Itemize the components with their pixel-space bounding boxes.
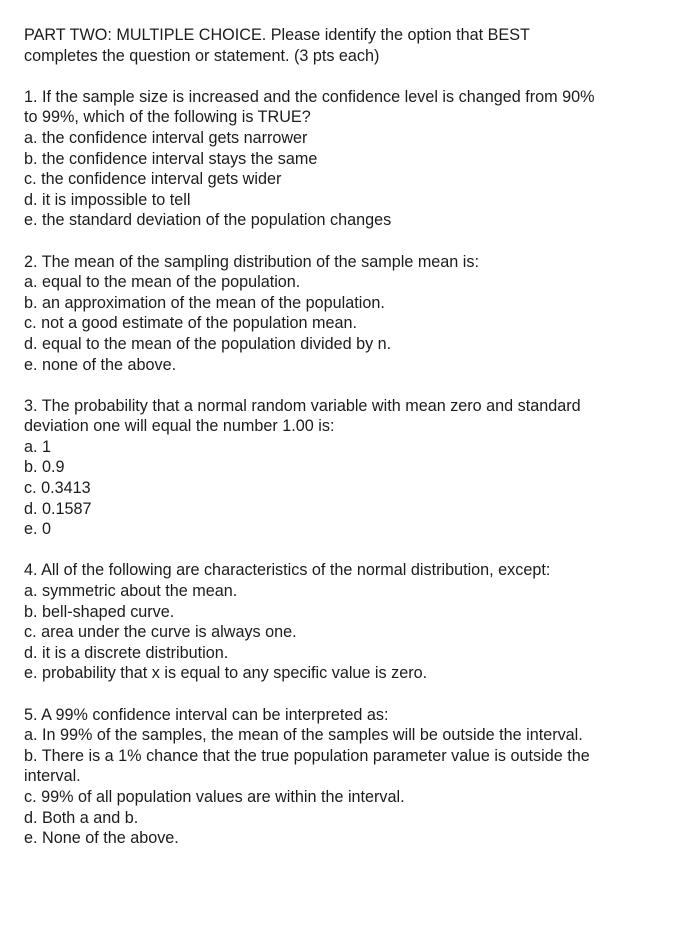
answer-option-b: b. an approximation of the mean of the population.: [24, 293, 385, 312]
spacer: [24, 375, 664, 396]
answer-option-a: a. 1: [24, 437, 52, 456]
instructions-header: [24, 25, 664, 66]
question-1: [24, 87, 664, 231]
answer-option-b: b. the confidence interval stays the same: [24, 149, 318, 168]
answer-option-e: e. 0: [24, 520, 52, 539]
question-2: [24, 252, 664, 376]
spacer: [24, 231, 664, 252]
question-stem: 1. If the sample size is increased and the confidence level is changed from 90%: [24, 87, 595, 106]
document-body: [24, 25, 664, 849]
answer-option-d: d. it is impossible to tell: [24, 190, 191, 209]
question-3: [24, 396, 664, 540]
answer-option-b: b. 0.9: [24, 458, 65, 477]
spacer: [24, 684, 664, 705]
question-stem: to 99%, which of the following is TRUE?: [24, 108, 311, 127]
answer-option-e: e. the standard deviation of the population changes: [24, 211, 392, 230]
spacer: [24, 66, 664, 87]
header-line: completes the question or statement. (3 pts each): [24, 46, 380, 65]
answer-option-c: c. 99% of all population values are within the interval.: [24, 787, 405, 806]
answer-option-a: a. the confidence interval gets narrower: [24, 128, 308, 147]
answer-option-b-continued: interval.: [24, 767, 81, 786]
answer-option-d: d. Both a and b.: [24, 808, 139, 827]
answer-option-a: a. equal to the mean of the population.: [24, 273, 301, 292]
answer-option-e: e. probability that x is equal to any specific value is zero.: [24, 664, 428, 683]
answer-option-c: c. area under the curve is always one.: [24, 623, 297, 642]
question-stem: deviation one will equal the number 1.00 is:: [24, 417, 335, 436]
header-line: PART TWO: MULTIPLE CHOICE. Please identify the option that BEST: [24, 26, 530, 44]
answer-option-d: d. equal to the mean of the population divided by n.: [24, 334, 392, 353]
answer-option-d: d. it is a discrete distribution.: [24, 643, 229, 662]
answer-option-a: a. In 99% of the samples, the mean of the samples will be outside the interval.: [24, 726, 583, 745]
answer-option-b: b. bell-shaped curve.: [24, 602, 175, 621]
question-stem: 4. All of the following are characteristics of the normal distribution, except:: [24, 561, 551, 580]
answer-option-e: e. None of the above.: [24, 829, 179, 848]
answer-option-c: c. 0.3413: [24, 479, 91, 498]
question-stem: 2. The mean of the sampling distribution of the sample mean is:: [24, 252, 479, 271]
answer-option-a: a. symmetric about the mean.: [24, 582, 238, 601]
question-stem: 3. The probability that a normal random variable with mean zero and standard: [24, 396, 581, 415]
spacer: [24, 540, 664, 561]
answer-option-c: c. not a good estimate of the population mean.: [24, 314, 357, 333]
question-5: [24, 705, 664, 849]
answer-option-d: d. 0.1587: [24, 499, 92, 518]
answer-option-b: b. There is a 1% chance that the true population parameter value is outside the: [24, 746, 590, 765]
answer-option-c: c. the confidence interval gets wider: [24, 170, 282, 189]
question-4: [24, 560, 664, 684]
answer-option-e: e. none of the above.: [24, 355, 177, 374]
question-stem: 5. A 99% confidence interval can be interpreted as:: [24, 705, 389, 724]
